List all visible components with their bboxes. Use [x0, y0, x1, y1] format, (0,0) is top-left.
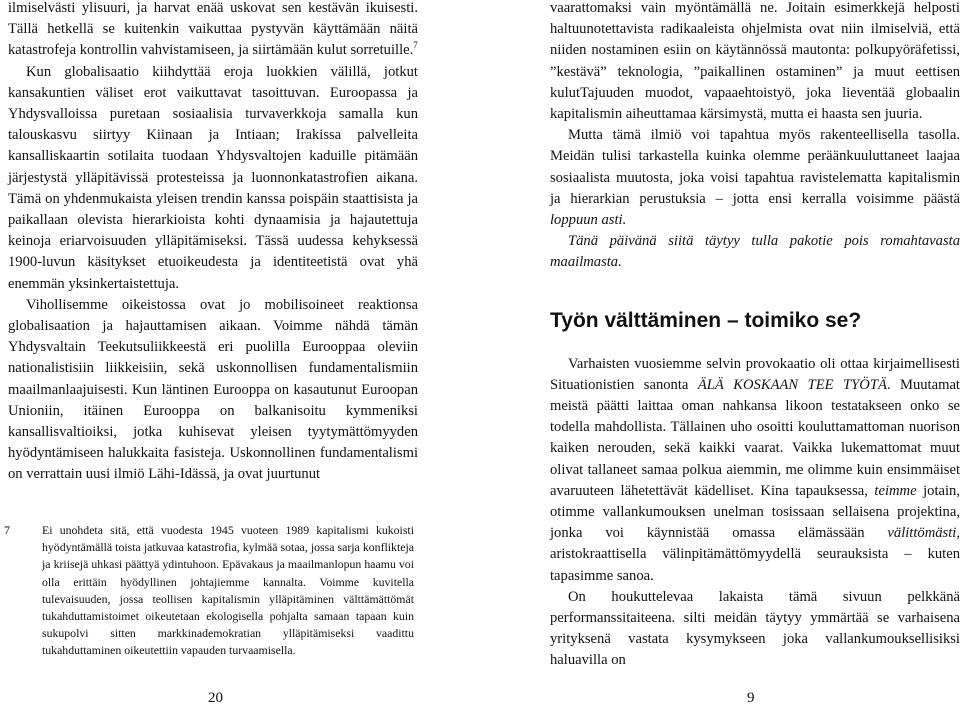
- right-paragraph-3: [550, 231, 960, 273]
- p4-a: Varhaisten vuosiemme selvin provokaatio oli ottaa kirjaimellisesti Situationistien sanonta: [550, 355, 960, 393]
- right-p2-text: Mutta tämä ilmiö voi tapahtua myös rakenteellisella tasolla. Meidän tulisi tarkastella kuinka olemme peräänkuuluttaneet laajaa sosiaalista muutosta, joka voisi tapahtua ravistelematta kapitalismin ja hierarkian perustuksia – jotta ensi kerralla voisimme päästä: [550, 127, 960, 207]
- left-paragraph-1: [8, 0, 418, 62]
- left-p1-text: ilmiselvästi ylisuuri, ja harvat enää uskovat sen kestävän ikuisesti. Tällä hetkellä se kuitenkin vaikuttaa pystyvän käyttämään näitä katastrofeja kontrollin vahvistamiseen, ja siirtämään kulut sorretuille.: [8, 0, 418, 59]
- right-paragraph-2: [550, 125, 960, 231]
- footnote: [4, 522, 414, 660]
- left-page-column: [8, 0, 418, 486]
- footnote-text: Ei unohdeta sitä, että vuodesta 1945 vuoteen 1989 kapitalismi kukoisti hyödyntämällä toista jatkuvaa katastrofia, kylmää sotaa, jossa sarja konflikteja ja kriisejä uhkasi päättyä ydintuhoon. Epävakaus ja maailmanlopun haamu voi olla erittäin hyödyllinen johtajiemme kannalta. Voimme kuvitella tulevaisuuden, jossa teollisen kapitalismin ylläpitäminen välttämättömät tukahduttamistoimet oikeutetaan ekologisella pohjalta samaan tapaan kuin sukupolvi sitten markkinademokratian ylläpitämiseksi vaadittu tukahduttaminen oikeutettiin vapauden turvaamisella.: [42, 523, 414, 658]
- p4-i1: ÄLÄ KOSKAAN TEE TYÖTÄ: [697, 376, 887, 393]
- footnote-number: 7: [4, 523, 10, 537]
- p4-b: . Muutamat meistä päätti laittaa oman nahkansa likoon testatakseen onko se todella mahdollista. Tällainen uho osoitti kouluttamattoman nuorison kaiken nerouden, sekä kaikki vaarat. Vaikka lukemattomat muut olivat tallaneet samaa polkua aiemmin, me olimme kuin ensimmäiset avaruuteen lähetettävät kädelliset. Kina tapauksessa,: [550, 376, 960, 499]
- right-paragraph-1: vaarattomaksi vain myöntämällä ne. Joitain esimerkkejä helposti haltuunotettavista radikaaleista ohjelmista ovat niin ilmiselviä, että niiden nostaminen esiin on käytännössä mautonta: polkupyöräfetissi, ”kestävä” teknologia, ”paikallinen ostaminen” ja muut eettisen kulutTajuuden muodot, vapaaehtoistyö, joka lieventää globaalin kapitalismin aiheuttamaa kärsimystä, mutta ei haasta sen juuria.: [550, 0, 960, 123]
- right-page-number: 9: [747, 690, 755, 706]
- right-p2-italic: loppuun asti.: [550, 212, 627, 229]
- right-paragraph-4: [550, 354, 960, 587]
- right-p3-italic: Tänä päivänä siitä täytyy tulla pakotie pois romahtavasta maailmasta.: [550, 233, 960, 271]
- p4-i3: välittömästi: [887, 525, 957, 542]
- left-paragraph-2: Kun globalisaatio kiihdyttää eroja luokkien välillä, jotkut kansakuntien väliset erot vaikuttavat tasoittuvan. Euroopassa ja Yhdysvalloissa puretaan sosiaalisia turvaverkkoja samalla kun talouskasvu siirtyy Kiinaan ja Intiaan; Irakissa palvelleita kansalliskaartin sotilaita tuodaan Yhdysvaltojen kaduille pitämään järjestystä ylläpitävissä protesteissa ja luonnonkatastrofien aikana. Tämä on yhdenmukaista yleisen trendin kanssa poispäin staattisista ja paikallaan olevista hierarkioista kohti dynaamisia ja hajautettuja keinoja eriarvoisuuden ylläpitämiseksi. Tässä uudessa kehyksessä 1900-luvun käsitykset etuoikeudesta ja identiteetistä ovat yhä enemmän yksinkertaistettuja.: [8, 63, 418, 292]
- section-heading: Työn välttäminen – toimiko se?: [550, 308, 862, 332]
- left-paragraph-3: Vihollisemme oikeistossa ovat jo mobilisoineet reaktionsa globalisaation ja hajauttamisen aikaan. Voimme nähdä tämän Yhdysvaltain Teekutsuliikkeestä eri puolilla Eurooppaa oleviin nationalistisiin liikkeisiin, sekä uskonnollisen fundamentalismiin maailmanlaajuisesti. Kun läntinen Eurooppa on kasautunut Euroopan Unioniin, itäinen Eurooppa on balkanisoitu kymmeniksi kansallisvaltioiksi, jotka kuhisevat yleisen tyytymättömyyden hyödyntämiseen halukkaita fasisteja. Uskonnollinen fundamentalismi on verrattain uusi ilmiö Lähi-Idässä, ja ovat juurtunut: [8, 296, 418, 483]
- right-paragraph-5: On houkuttelevaa lakaista tämä sivuun pelkkänä performanssitaiteena. silti meidän täytyy ymmärtää se varhaisena yrityksenä vastata kysymykseen joka vallankumouksellisiksi haluavilla on: [550, 588, 960, 669]
- p4-d: , aristokraattisella välinpitämättömyydellä seurauksista – kuten tapasimme sanoa.: [550, 525, 960, 584]
- footnote-reference[interactable]: 7: [413, 40, 418, 51]
- p4-c: jotain, otimme vallankumouksen unelman tosissaan sellaisena projektina, jonka voi käynnistää omassa elämässään: [550, 482, 960, 542]
- p4-i2: teimme: [874, 482, 917, 499]
- right-page-column: [550, 0, 960, 672]
- left-page-number: 20: [208, 690, 223, 706]
